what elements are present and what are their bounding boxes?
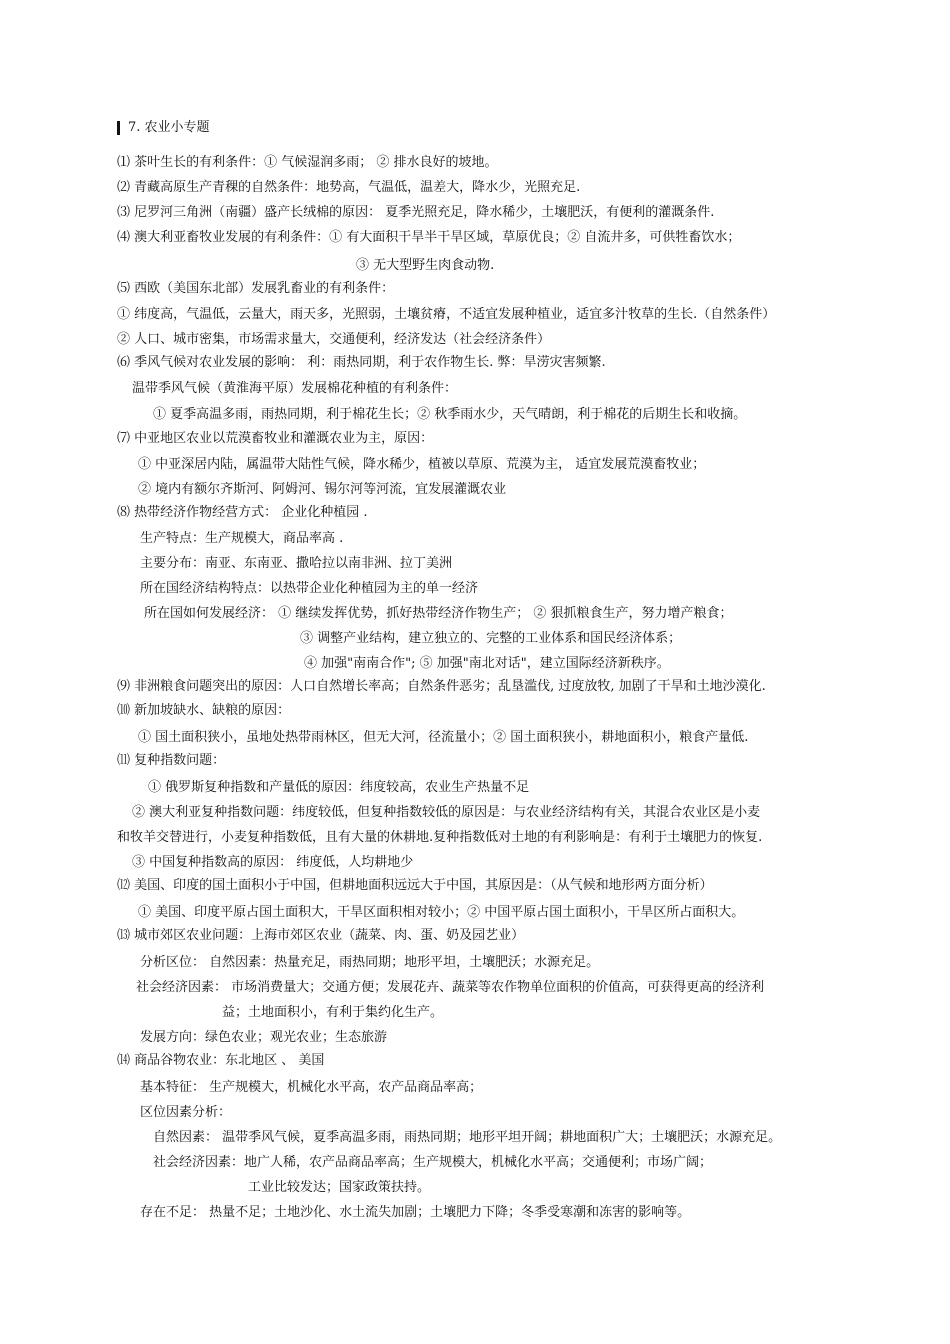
text-line: 自然因素： 温带季风气候，夏季高温多雨，雨热同期；地形平坦开阔；耕地面积广大；土壤肥沃；水源充足。	[153, 1130, 782, 1145]
text-line: ① 俄罗斯复种指数和产量低的原因：纬度较高，农业生产热量不足	[148, 780, 530, 795]
text-line: ③ 中国复种指数高的原因： 纬度低，人均耕地少	[132, 855, 414, 870]
text-line: ② 境内有额尔齐斯河、阿姆河、锡尔河等河流，宜发展灌溉农业	[138, 482, 507, 497]
text-line: 社会经济因素：地广人稀，农产品商品率高；生产规模大，机械化水平高；交通便利；市场广阔；	[153, 1155, 713, 1170]
text-line: ⑾ 复种指数问题：	[117, 753, 226, 768]
text-line: ③ 调整产业结构，建立独立的、完整的工业体系和国民经济体系；	[300, 631, 682, 646]
text-line: ② 人口、城市密集，市场需求量大，交通便利，经济发达（社会经济条件）	[117, 332, 551, 347]
text-line: ⑻ 热带经济作物经营方式： 企业化种植园 .	[117, 505, 368, 520]
text-line: ① 夏季高温多雨，雨热同期，利于棉花生长；② 秋季雨水少，天气晴朗，利于棉花的后期生长和收摘。	[153, 407, 747, 422]
text-line: ⑼ 非洲粮食问题突出的原因：人口自然增长率高；自然条件恶劣；乱垦滥伐, 过度放牧, 加剧了干旱和土地沙漠化.	[117, 679, 766, 694]
text-line: 存在不足： 热量不足；土地沙化、水土流失加剧；土壤肥力下降；冬季受寒潮和冻害的影响等。	[140, 1205, 691, 1220]
text-line: 发展方向：绿色农业；观光农业；生态旅游	[140, 1030, 388, 1045]
text-line: 基本特征： 生产规模大，机械化水平高，农产品商品率高；	[140, 1080, 483, 1095]
section-marker-bar	[117, 121, 120, 135]
text-line: 社会经济因素： 市场消费量大；交通方便；发展花卉、蔬菜等农作物单位面积的价值高，可获得更高的经济利	[136, 980, 765, 995]
text-line: ⑽ 新加坡缺水、缺粮的原因：	[117, 703, 291, 718]
text-line: ⒀ 城市郊区农业问题：上海市郊区农业（蔬菜、肉、蛋、奶及园艺业）	[117, 928, 525, 943]
text-line: ⑹ 季风气候对农业发展的影响： 利：雨热同期，利于农作物生长. 弊：旱涝灾害频繁.	[117, 355, 606, 370]
text-line: ⑴ 茶叶生长的有利条件：① 气候湿润多雨； ② 排水良好的坡地。	[117, 155, 498, 170]
text-line: ⑵ 青藏高原生产青稞的自然条件：地势高，气温低，温差大，降水少，光照充足.	[117, 180, 581, 195]
text-line: ⑶ 尼罗河三角洲（南疆）盛产长绒棉的原因： 夏季光照充足，降水稀少，土壤肥沃，有便利的灌溉条件.	[117, 205, 715, 220]
text-line: 分析区位： 自然因素：热量充足，雨热同期；地形平坦，土壤肥沃；水源充足。	[140, 955, 600, 970]
text-line: ① 美国、印度平原占国土面积大，干旱区面积相对较小；② 中国平原占国土面积小，干旱区所占面积大。	[138, 905, 745, 920]
text-line: 温带季风气候（黄淮海平原）发展棉花种植的有利条件：	[132, 381, 458, 396]
text-line: ⑿ 美国、印度的国土面积小于中国，但耕地面积远远大于中国，其原因是：（从气候和地形两方面分析）	[117, 878, 713, 893]
text-line: ⑷ 澳大利亚畜牧业发展的有利条件：① 有大面积干旱半干旱区域，草原优良；② 自流井多，可供牲畜饮水；	[117, 230, 741, 245]
text-line: ⑺ 中亚地区农业以荒漠畜牧业和灌溉农业为主，原因：	[117, 431, 434, 446]
text-line: 生产特点：生产规模大，商品率高 .	[140, 531, 344, 546]
text-line: 区位因素分析：	[140, 1105, 232, 1120]
text-line: ⒁ 商品谷物农业：东北地区 、 美国	[117, 1053, 325, 1068]
text-line: 主要分布：南亚、东南亚、撒哈拉以南非洲、拉丁美洲	[140, 556, 453, 571]
text-line: 工业比较发达；国家政策扶持。	[248, 1180, 431, 1195]
text-line: 所在国经济结构特点：以热带企业化种植园为主的单一经济	[140, 581, 479, 596]
text-line: ④ 加强"南南合作"; ⑤ 加强"南北对话"，建立国际经济新秩序。	[304, 656, 670, 671]
text-line: ② 澳大利亚复种指数问题：纬度较低，但复种指数较低的原因是：与农业经济结构有关，其混合农业区是小麦	[132, 805, 761, 820]
text-line: 益；土地面积小，有利于集约化生产。	[222, 1005, 444, 1020]
text-line: ① 中亚深居内陆，属温带大陆性气候，降水稀少，植被以草原、荒漠为主， 适宜发展荒漠畜牧业；	[138, 457, 706, 472]
section-title: 7. 农业小专题	[128, 120, 210, 135]
text-line: 和牧羊交替进行，小麦复种指数低，且有大量的休耕地.复种指数低对土地的有利影响是：有利于土壤肥力的恢复.	[117, 830, 763, 845]
text-line: ① 国土面积狭小，虽地处热带雨林区，但无大河，径流量小；② 国土面积狭小，耕地面积小，粮食产量低.	[138, 730, 749, 745]
text-line: ③ 无大型野生肉食动物.	[356, 258, 495, 273]
text-line: ⑸ 西欧（美国东北部）发展乳畜业的有利条件：	[117, 281, 395, 296]
text-line: 所在国如何发展经济： ① 继续发挥优势，抓好热带经济作物生产； ② 狠抓粮食生产，努力增产粮食；	[144, 606, 733, 621]
text-line: ① 纬度高，气温低，云量大，雨天多，光照弱，土壤贫瘠，不适宜发展种植业，适宜多汁牧草的生长.（自然条件）	[117, 307, 776, 322]
